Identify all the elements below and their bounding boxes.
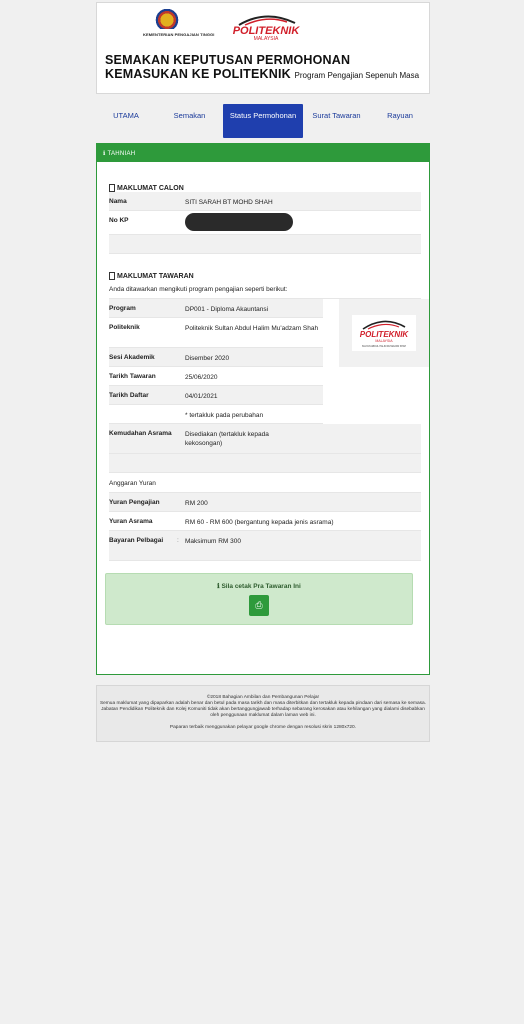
value-note: * tertakluk pada perubahan — [185, 412, 264, 419]
page-title-main: SEMAKAN KEPUTUSAN PERMOHONAN KEMASUKAN KE POLITEKNIK — [105, 53, 351, 81]
row-note — [109, 405, 323, 424]
label-tarikh-tawaran: Tarikh Tawaran — [109, 373, 156, 380]
row-program — [109, 299, 323, 318]
poli-logo-text: POLITEKNIK — [232, 25, 300, 37]
value-tarikh-daftar: 04/01/2021 — [185, 393, 218, 400]
section-tawaran-label: MAKLUMAT TAWARAN — [117, 272, 194, 280]
label-nama: Nama — [109, 198, 127, 205]
print-offer-box — [105, 573, 413, 625]
spacer-row — [109, 454, 421, 473]
side-logo-sub: SULTAN ABDUL HALIM MU'ADZAM SHAH — [361, 346, 407, 348]
page-title — [105, 53, 427, 83]
row-yuran-asrama — [109, 512, 421, 531]
nav-rayuan[interactable]: Rayuan — [387, 111, 413, 120]
row-nokp — [109, 211, 421, 235]
value-yuran-pengajian: RM 200 — [185, 500, 208, 507]
document-icon — [109, 184, 115, 192]
footer-disclaimer: Semua maklumat yang dipaparkan adalah benar dan betul pada masa tarikh dan masa diterbitkan dan tertakluk kepada pindaan dari semasa ke semasa. Jabatan Pendidikan Politeknik dan Kolej Komuniti tidak akan bertanggungjawab terhadap sebarang kerosakan atau kehilangan yang dialami disebabkan oleh penggunaan maklumat dalam laman web ini. — [99, 701, 427, 718]
card-header — [97, 144, 429, 162]
footer — [96, 685, 430, 742]
label-asrama: Kemudahan Asrama — [109, 430, 172, 437]
nav-status-permohonan[interactable]: Status Permohonan — [223, 104, 303, 138]
label-bayaran-pelbagai: Bayaran Pelbagai — [109, 537, 164, 544]
section-calon-title — [109, 174, 421, 192]
label-tarikh-daftar: Tarikh Daftar — [109, 392, 149, 399]
page-subtitle: Program Pengajian Sepenuh Masa — [294, 71, 420, 80]
label-nokp: No KP — [109, 217, 129, 224]
row-bayaran-pelbagai: Bayaran Pelbagai : Maksimum RM 300 — [109, 531, 421, 561]
label-program: Program — [109, 305, 136, 312]
value-sesi: Disember 2020 — [185, 355, 230, 362]
politeknik-logo — [221, 11, 311, 41]
main-nav — [96, 104, 430, 138]
value-politeknik: Politeknik Sultan Abdul Halim Mu'adzam Shah — [185, 325, 319, 332]
result-card — [96, 143, 430, 675]
header-card — [96, 2, 430, 94]
print-button[interactable] — [249, 595, 269, 616]
row-politeknik — [109, 318, 323, 348]
label-sesi: Sesi Akademik — [109, 354, 155, 361]
card-header-text: TAHNIAH — [107, 151, 136, 157]
value-program: DP001 - Diploma Akauntansi — [185, 306, 269, 313]
footer-copyright: ©2018 Bahagian Ambilan dan Pembangunan Pelajar — [206, 695, 320, 700]
section-tawaran-title — [109, 262, 421, 280]
footer-browser-note: Paparan terbaik menggunakan pelayar google chrome dengan resolusi skrin 1280x720. — [169, 725, 357, 730]
row-tarikh-tawaran — [109, 367, 323, 386]
side-logo-text: POLITEKNIK — [359, 330, 409, 339]
print-icon: ⎙ — [255, 600, 263, 610]
side-logo-malaysia: MALAYSIA — [375, 339, 393, 343]
info-icon: ℹ — [103, 151, 106, 157]
row-sesi — [109, 348, 323, 367]
value-yuran-asrama: RM 60 - RM 600 (bergantung kepada jenis asrama) — [185, 519, 334, 526]
label-yuran-pengajian: Yuran Pengajian — [109, 499, 160, 506]
label-yuran-asrama: Yuran Asrama — [109, 518, 153, 525]
nav-semakan[interactable]: Semakan — [173, 111, 206, 120]
section-calon-label: MAKLUMAT CALON — [117, 184, 184, 192]
ministry-logo — [143, 9, 215, 37]
document-icon — [109, 272, 115, 280]
value-asrama: Disediakan (tertakluk kepada kekosongan) — [185, 431, 269, 447]
redacted-ic-number — [185, 213, 293, 231]
value-nama: SITI SARAH BT MOHD SHAH — [185, 199, 273, 206]
row-nama — [109, 192, 421, 211]
politeknik-side-logo — [339, 299, 429, 367]
row-tarikh-daftar — [109, 386, 323, 405]
offer-intro: Anda ditawarkan mengikuti program pengajian seperti berikut: — [109, 280, 421, 299]
nav-utama[interactable]: UTAMA — [113, 111, 139, 120]
fees-title: Anggaran Yuran — [109, 474, 421, 493]
label-politeknik: Politeknik — [109, 324, 140, 331]
value-bayaran-pelbagai: Maksimum RM 300 — [185, 538, 241, 545]
spacer-row — [109, 235, 421, 254]
crest-icon — [152, 9, 182, 29]
row-yuran-pengajian — [109, 493, 421, 512]
poli-logo-sub: MALAYSIA — [253, 36, 279, 41]
value-tarikh-tawaran: 25/06/2020 — [185, 374, 218, 381]
info-icon: ℹ — [217, 583, 220, 590]
nav-surat-tawaran[interactable]: Surat Tawaran — [312, 111, 361, 120]
ministry-logo-text: KEMENTERIAN PENGAJIAN TINGGI — [143, 32, 215, 37]
print-offer-text: Sila cetak Pra Tawaran Ini — [221, 583, 301, 590]
row-asrama — [109, 424, 421, 454]
